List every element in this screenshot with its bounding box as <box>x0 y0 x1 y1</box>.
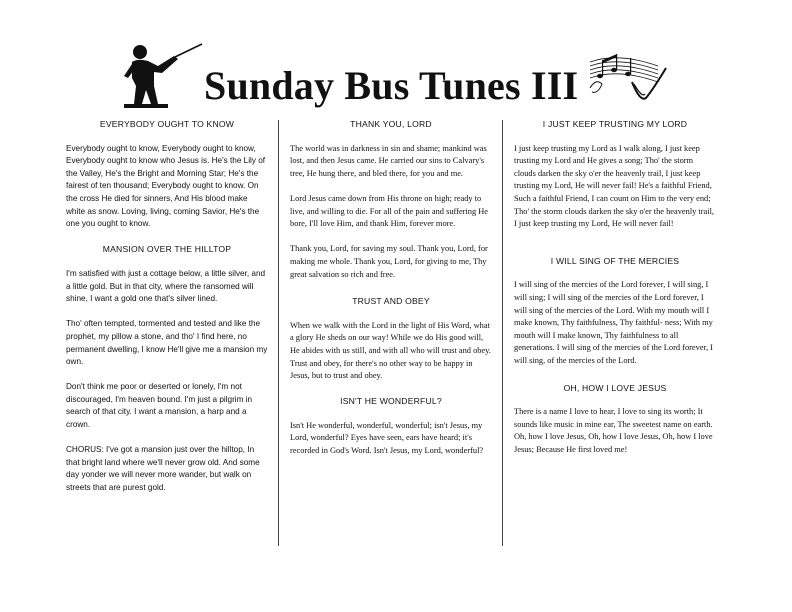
song-verse: I just keep trusting my Lord as I walk along, I just keep trusting my Lord and He gives a song; Tho' the storm clouds darken the sky o'er the heavenly trail, I just keep trusting my Lord, He will never fail! He's a faithful Friend, Such a faithful Friend, I can count on Him to the very end; Tho' the storm clouds darken the sky o'er the heavenly trail, I just keep trusting my Lord, He will never fail! <box>514 143 715 229</box>
music-notes-clipart <box>588 48 668 108</box>
song-title: TRUST AND OBEY <box>352 296 430 307</box>
song-verse: I will sing of the mercies of the Lord forever, I will sing, I will sing; I will sing of the mercies of the Lord forever, I will sing of the mercies of the Lord. With my mouth will I make known, Thy faithfulness, Thy faithful- ness; With my mouth will I make known, Thy faithfulness to all generations. I will sing of the mercies of the Lord forever, I will sing, of the mercies of the Lord. <box>514 280 713 365</box>
song-verse: I'm satisfied with just a cottage below, a little silver, and a little gold. But in that city, where the ransomed will shine, I want a gold one that's silver lined. <box>66 268 266 304</box>
page-title: Sunday Bus Tunes III <box>204 63 579 108</box>
song-verse: Thank you, Lord, for saving my soul. Thank you, Lord, for making me whole. Thank you, Lord, for giving to me, Thy great salvation so rich and free. <box>290 244 488 279</box>
song-column-1 <box>66 118 268 507</box>
song-verse: Everybody ought to know, Everybody ought to know, Everybody ought to know who Jesus is. He's the Lily of the Valley, He's the Bright and Morning Star; He's the fairest of ten thousand; Everybody ought to know. On the cross He died for sinners, And His blood make white as snow. Loving, living, coming Savior, He's the one you ought to know. <box>66 143 266 229</box>
column-divider <box>502 120 503 546</box>
song-title: I JUST KEEP TRUSTING MY LORD <box>542 119 688 129</box>
song-verse: The world was in darkness in sin and shame; mankind was lost, and then Jesus came. He carried our sins to Calvary's tree, He hung there, and bled there, for you and me. <box>290 143 487 178</box>
song-verse: Don't think me poor or deserted or lonely, I'm not discouraged, I'm heaven bound. I'm just a pilgrim in search of that city. I want a mansion, a harp and a crown. <box>66 382 253 430</box>
song-columns <box>66 118 726 598</box>
song-chorus: CHORUS: I've got a mansion just over the hilltop, In that bright land where we'll never grow old. And some day yonder we will never more wander, but walk on streets that are purest gold. <box>66 445 260 493</box>
song-verse: Tho' often tempted, tormented and tested and like the prophet, my pillow a stone, and tho' I find here, no permanent dwelling, I know He'll give me a mansion my own. <box>66 319 268 367</box>
song-title: MANSION OVER THE HILLTOP <box>102 244 232 255</box>
song-title: OH, HOW I LOVE JESUS <box>563 382 667 393</box>
song-column-2 <box>290 118 492 470</box>
song-verse: Isn't He wonderful, wonderful, wonderful; isn't Jesus, my Lord, wonderful? Eyes have seen, ears have heard; it's recorded in God's Word. Isn't Jesus, my Lord, wonderful? <box>290 420 484 456</box>
page-header <box>0 38 792 108</box>
song-title: EVERYBODY OUGHT TO KNOW <box>99 119 235 129</box>
song-column-3 <box>514 118 716 469</box>
song-verse: When we walk with the Lord in the light of His Word, what a glory He sheds on our way! While we do His good will, He abides with us still, and with all who will trust and obey. Trust and obey, for there's no other way to be happy in Jesus, but to trust and obey. <box>290 320 491 381</box>
song-title: I WILL SING OF THE MERCIES <box>550 255 680 266</box>
song-verse: Lord Jesus came down from His throne on high; ready to live, and willing to die. For all of the pain and suffering He bore, I'll love Him, and thank Him, forever more. <box>290 193 489 229</box>
song-title: ISN'T HE WONDERFUL? <box>340 396 442 407</box>
column-divider <box>278 120 279 546</box>
song-title: THANK YOU, LORD <box>350 119 432 129</box>
song-verse: There is a name I love to hear, I love to sing its worth; It sounds like music in mine ear, The sweetest name on earth. Oh, how I love Jesus, Oh, how I love Jesus, Oh, how I love Jesus; Because He first loved me! <box>514 407 713 454</box>
conductor-clipart <box>118 42 204 112</box>
